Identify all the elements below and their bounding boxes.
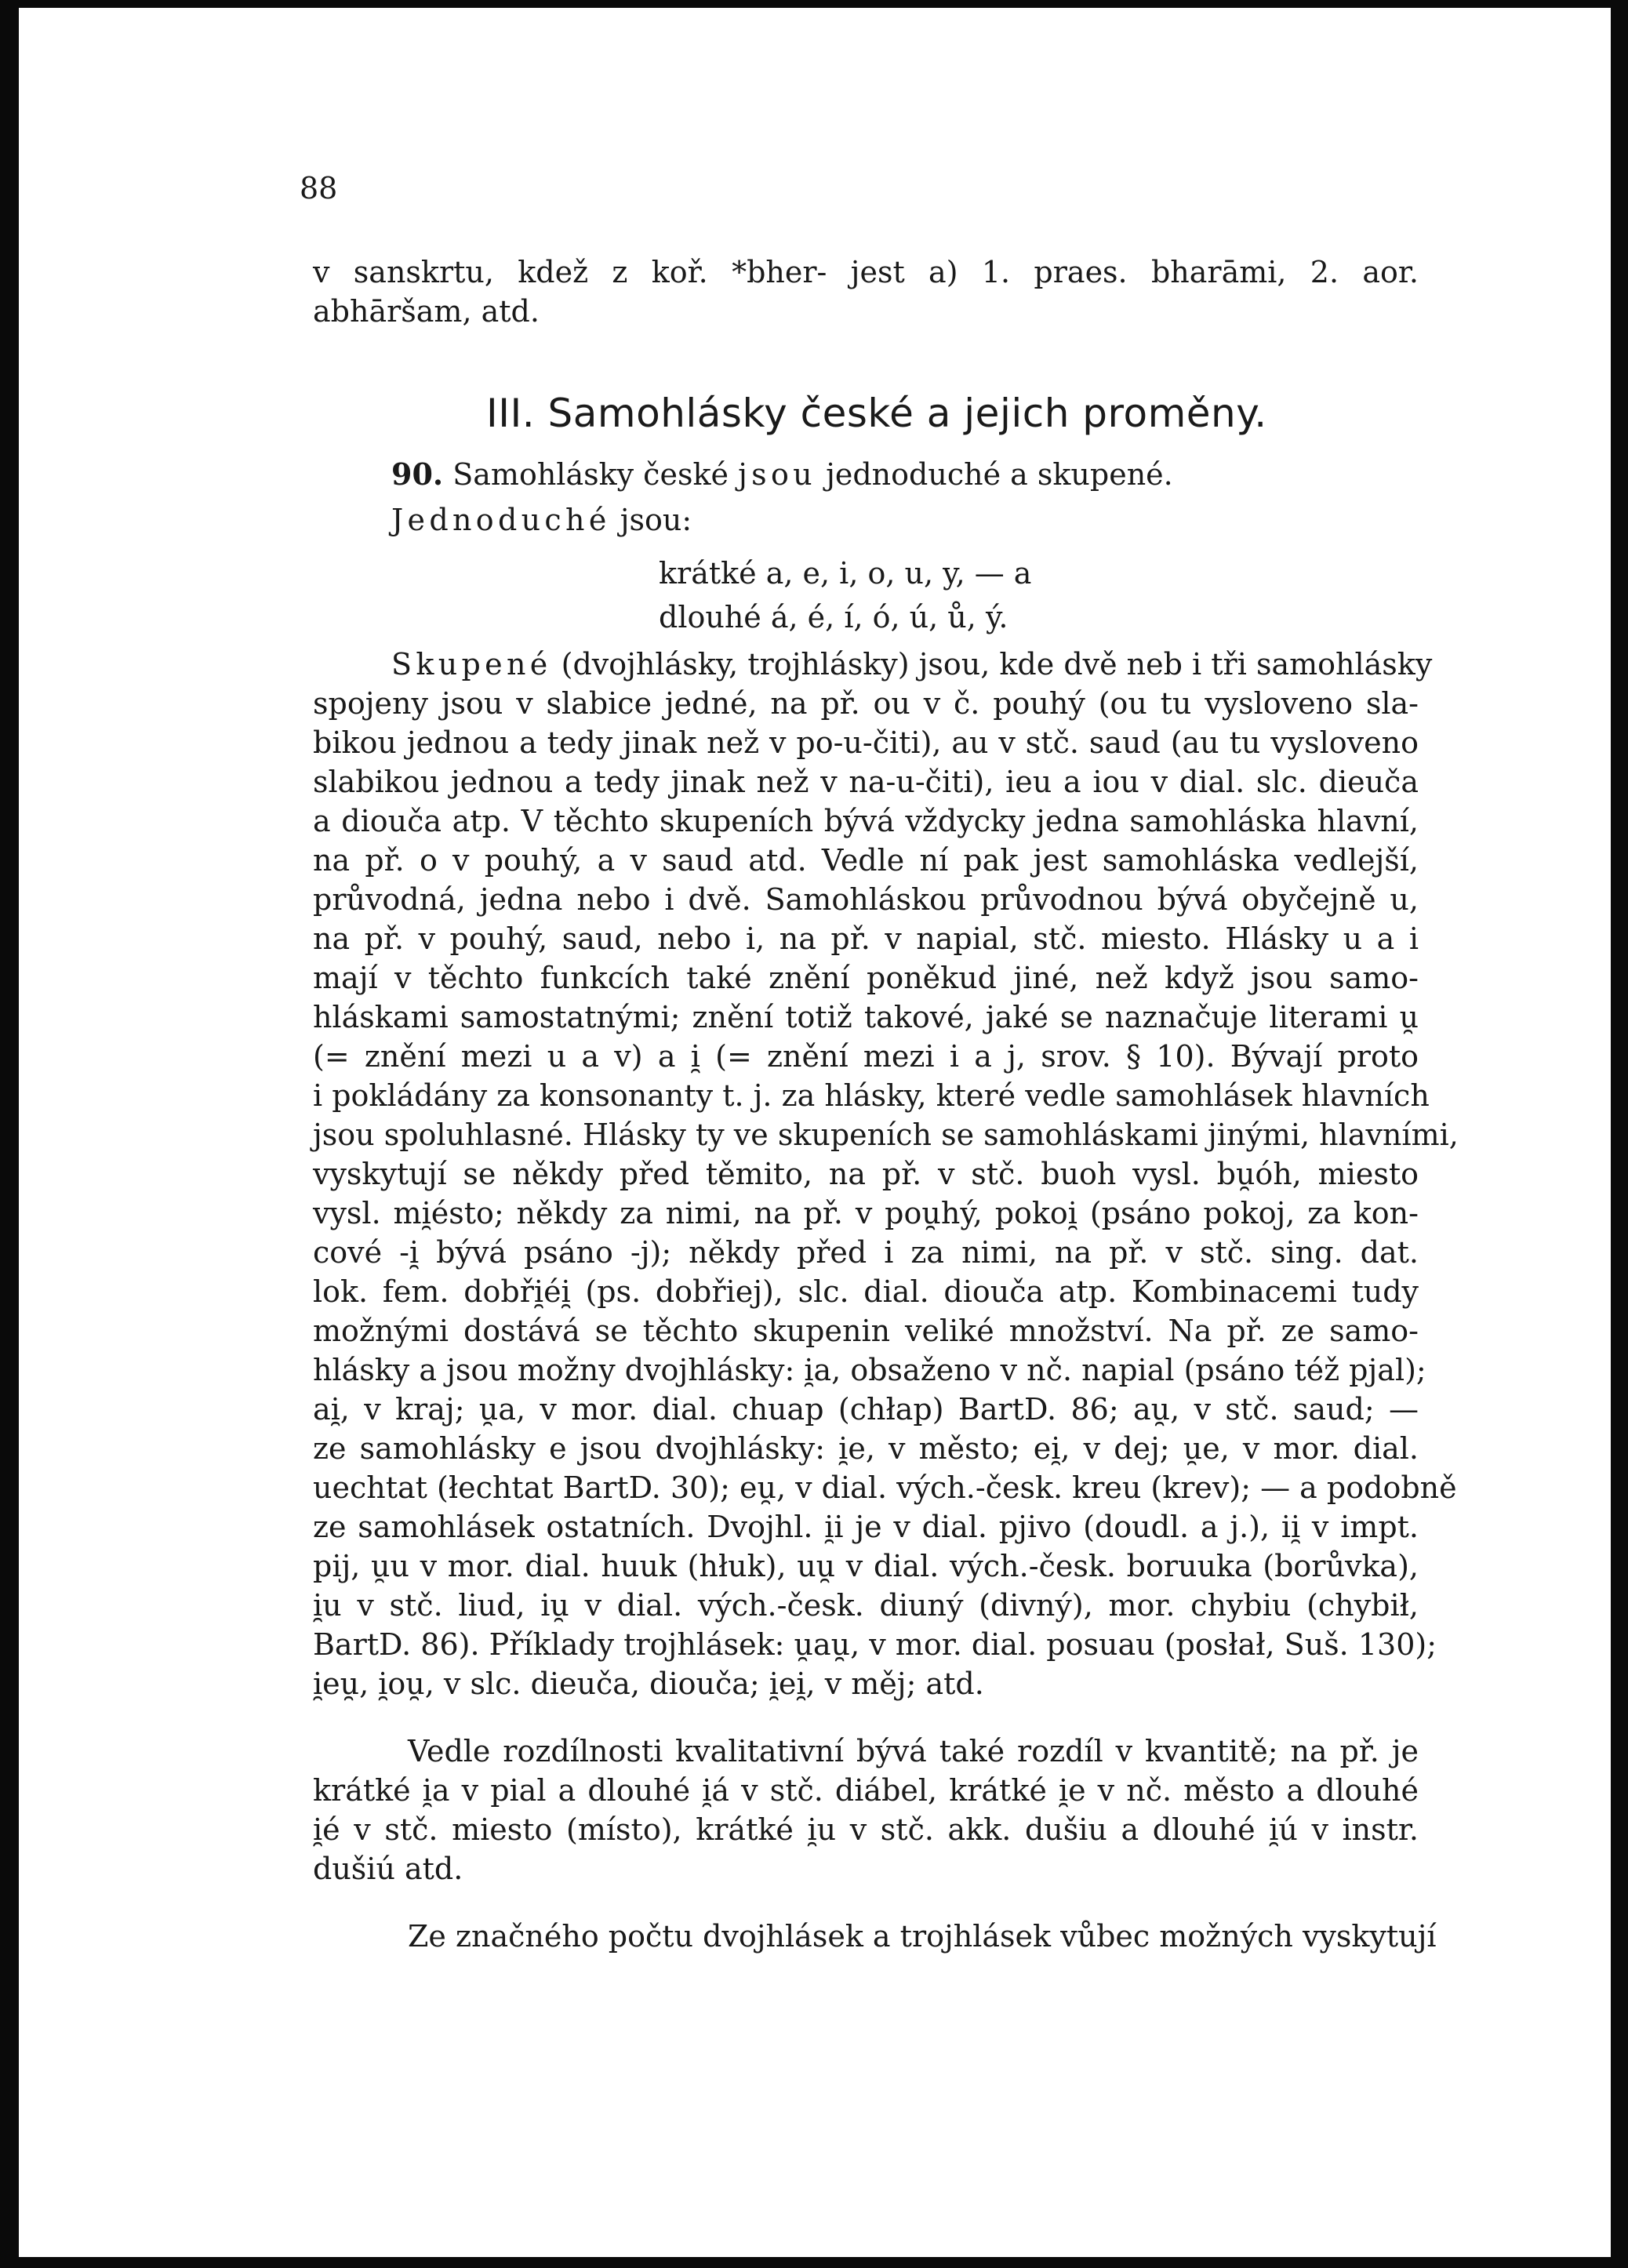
- paragraph-line: slabikou jednou a tedy jinak než v na-u-čiti), ieu a iou v dial. slc. dieuča: [313, 765, 1419, 799]
- page-number: 88: [300, 171, 338, 205]
- paragraph-line: a diouča atp. V těchto skupeních bývá vždycky jedna samohláska hlavní,: [313, 804, 1419, 838]
- section-title-part: Samohlásky české: [452, 457, 729, 492]
- paragraph-line: jsou spoluhlasné. Hlásky ty ve skupeních se samohláskami jinými, hlavními,: [313, 1118, 1459, 1152]
- paragraph-line: i pokládány za konsonanty t. j. za hlásky, které vedle samohlásek hlavních: [313, 1078, 1430, 1113]
- long-vowels: dlouhé á, é, í, ó, ú, ů, ý.: [659, 600, 1008, 634]
- paragraph-line: vysl. mi̯ésto; někdy za nimi, na př. v pou̯hý, pokoi̯ (psáno pokoj, za kon-: [313, 1196, 1419, 1230]
- paragraph-line: uechtat (łechtat BartD. 30); eu̯, v dial. vých.-česk. kreu (krev); — a podobně: [313, 1470, 1457, 1505]
- paragraph-line: na př. o v pouhý, a v saud atd. Vedle ní pak jest samohláska vedlejší,: [313, 843, 1419, 878]
- term-skupene: Skupené: [391, 647, 552, 681]
- paragraph-line: hláskami samostatnými; znění totiž takové, jaké se naznačuje literami u̯: [313, 1000, 1419, 1034]
- paragraph-line: cové -i̯ bývá psáno -j); někdy před i za nimi, na př. v stč. sing. dat.: [313, 1235, 1419, 1270]
- section-title-spaced: jsou: [738, 457, 816, 492]
- paragraph-line: Ze značného počtu dvojhlásek a trojhlásek vůbec možných vyskytují: [408, 1919, 1437, 1954]
- paragraph-line: bikou jednou a tedy jinak než v po-u-čiti), au v stč. saud (au tu vysloveno: [313, 725, 1419, 760]
- section-number: 90.: [391, 456, 444, 492]
- paragraph-line: pij, u̯u v mor. dial. huuk (hłuk), uu̯ v dial. vých.-česk. boruuka (borůvka),: [313, 1549, 1419, 1583]
- intro-line: v sanskrtu, kdež z koř. *bher- jest a) 1. praes. bharāmi, 2. aor.: [313, 255, 1419, 289]
- section-heading: III. Samohlásky české a jejich proměny.: [486, 391, 1267, 436]
- paragraph-line: hlásky a jsou možny dvojhlásky: i̯a, obsaženo v nč. napial (psáno též pjal);: [313, 1353, 1426, 1387]
- paragraph-line: mají v těchto funkcích také znění poněkud jiné, než když jsou samo-: [313, 961, 1419, 995]
- paragraph-line: lok. fem. dobři̯éi̯ (ps. dobřiej), slc. dial. diouča atp. Kombinacemi tudy: [313, 1274, 1419, 1309]
- scan-border-bottom: [0, 2257, 1628, 2268]
- paragraph-line: BartD. 86). Příklady trojhlásek: u̯au̯, v mor. dial. posuau (posłał, Suš. 130);: [313, 1627, 1437, 1662]
- simple-vowels-label: [391, 500, 1411, 540]
- scan-border-top: [0, 0, 1628, 8]
- paragraph-line: dušiú atd.: [313, 1852, 463, 1886]
- paragraph-line: [391, 645, 1433, 684]
- paragraph-line: (= znění mezi u a v) a i̯ (= znění mezi i a j, srov. § 10). Bývají proto: [313, 1039, 1419, 1074]
- paragraph-line: i̯eu̯, i̯ou̯, v slc. dieuča, diouča; i̯ei̯, v měj; atd.: [313, 1666, 984, 1701]
- paragraph-line: ze samohlásek ostatních. Dvojhl. i̯i je v dial. pjivo (doudl. a j.), ii̯ v impt.: [313, 1510, 1419, 1544]
- paragraph-line: ai̯, v kraj; u̯a, v mor. dial. chuap (chłap) BartD. 86; au̯, v stč. saud; —: [313, 1392, 1419, 1427]
- paragraph-line: Vedle rozdílnosti kvalitativní bývá také rozdíl v kvantitě; na př. je: [408, 1734, 1419, 1768]
- intro-line: abhāršam, atd.: [313, 294, 540, 329]
- paragraph-line: ze samohlásky e jsou dvojhlásky: i̯e, v město; ei̯, v dej; u̯e, v mor. dial.: [313, 1431, 1419, 1466]
- simple-term: Jednoduché: [391, 503, 611, 537]
- paragraph-line: i̯é v stč. miesto (místo), krátké i̯u v stč. akk. dušiu a dlouhé i̯ú v instr.: [313, 1812, 1419, 1847]
- paragraph-line: na př. v pouhý, saud, nebo i, na př. v napial, stč. miesto. Hlásky u a i: [313, 921, 1419, 956]
- paragraph-line: možnými dostává se těchto skupenin veliké množství. Na př. ze samo-: [313, 1314, 1419, 1348]
- section-title-part: jednoduché a skupené.: [826, 457, 1173, 492]
- paragraph-line: spojeny jsou v slabice jedné, na př. ou v č. pouhý (ou tu vysloveno sla-: [313, 686, 1419, 721]
- short-vowels: krátké a, e, i, o, u, y, — a: [659, 556, 1032, 591]
- simple-term-rest: jsou:: [620, 503, 692, 537]
- scan-border-left: [0, 0, 19, 2268]
- paragraph-text: (dvojhlásky, trojhlásky) jsou, kde dvě neb i tři samohlásky: [561, 647, 1433, 681]
- paragraph-line: i̯u v stč. liud, iu̯ v dial. vých.-česk. diuný (divný), mor. chybiu (chybił,: [313, 1588, 1419, 1623]
- section-90-title: [391, 455, 1411, 494]
- paragraph-line: vyskytují se někdy před těmito, na př. v stč. buoh vysl. bu̯óh, miesto: [313, 1157, 1419, 1191]
- scan-border-right: [1611, 0, 1628, 2268]
- paragraph-line: průvodná, jedna nebo i dvě. Samohláskou průvodnou bývá obyčejně u,: [313, 882, 1419, 917]
- paragraph-line: krátké i̯a v pial a dlouhé i̯á v stč. diábel, krátké i̯e v nč. město a dlouhé: [313, 1773, 1419, 1808]
